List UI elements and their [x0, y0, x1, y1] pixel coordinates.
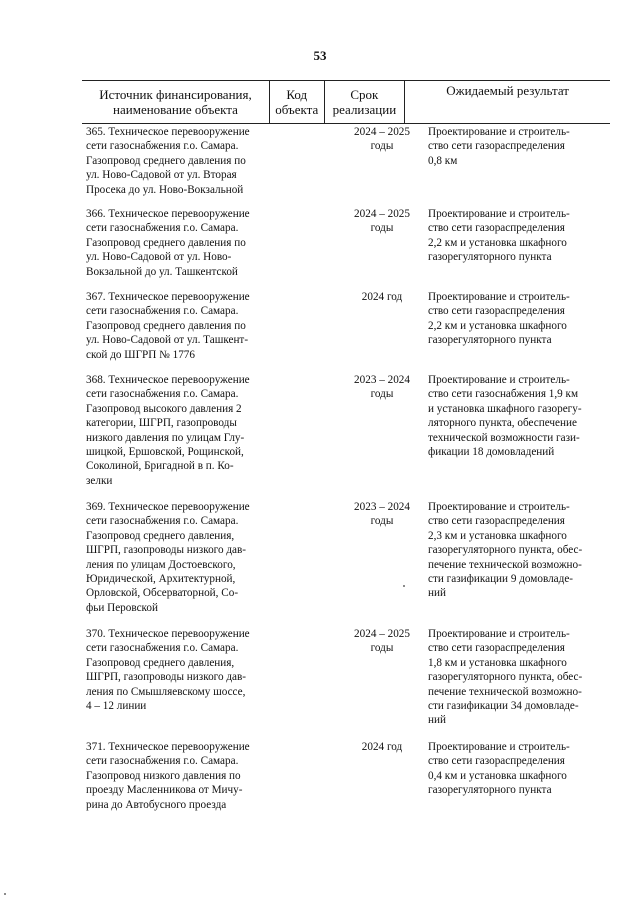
- source-line: ШГРП, газопроводы низкого дав-: [86, 544, 247, 557]
- result-line: Проектирование и строитель-: [428, 501, 570, 513]
- result-line: 2,3 км и установка шкафного: [428, 529, 567, 542]
- source-line: сети газоснабжения г.о. Самара.: [86, 305, 239, 318]
- source-line: ления по улицам Достоевского,: [86, 558, 236, 571]
- term-line: 2024 год: [361, 291, 403, 303]
- result-line: ний: [428, 714, 446, 727]
- source-line: сети газоснабжения г.о. Самара.: [86, 515, 239, 528]
- result-line: 0,8 км: [428, 154, 458, 167]
- result-line: технической возможности гази-: [428, 431, 580, 444]
- source-line: Газопровод среднего давления по: [86, 319, 246, 332]
- result-line: Проектирование и строитель-: [428, 291, 570, 303]
- term-cell: [344, 207, 420, 236]
- result-line: Проектирование и строитель-: [428, 208, 570, 220]
- source-line: шицкой, Ершовской, Рощинской,: [86, 446, 244, 459]
- result-line: сти газификации 34 домовладе-: [428, 700, 579, 713]
- result-cell: [428, 373, 606, 459]
- term-line: 2023 – 2024: [354, 374, 410, 386]
- term-line: годы: [370, 515, 394, 528]
- term-cell: [344, 500, 420, 529]
- header-term: [325, 81, 406, 123]
- source-line: сети газоснабжения г.о. Самара.: [86, 642, 239, 655]
- source-line: Соколиной, Бригадной в п. Ко-: [86, 460, 234, 473]
- result-line: 2,2 км и установка шкафного: [428, 319, 567, 332]
- result-line: Проектирование и строитель-: [428, 374, 570, 386]
- source-line: 371. Техническое перевооружение: [86, 741, 250, 753]
- result-cell: [428, 627, 606, 728]
- source-cell: [86, 207, 268, 279]
- term-line: 2024 – 2025: [354, 208, 410, 220]
- result-line: ство сети газораспределения: [428, 642, 565, 655]
- source-line: ул. Ново-Садовой от ул. Ново-: [86, 251, 232, 264]
- source-line: 367. Техническое перевооружение: [86, 291, 250, 303]
- result-line: газорегуляторного пункта: [428, 334, 552, 347]
- result-cell: [428, 740, 606, 798]
- result-line: ство сети газораспределения: [428, 222, 565, 235]
- result-line: Проектирование и строитель-: [428, 628, 570, 640]
- result-line: газорегуляторного пункта: [428, 251, 552, 264]
- source-line: рина до Автобусного проезда: [86, 798, 227, 811]
- source-line: 4 – 12 линии: [86, 700, 147, 713]
- source-cell: [86, 373, 268, 488]
- source-cell: [86, 500, 268, 615]
- source-line: Вокзальной до ул. Ташкентской: [86, 265, 238, 278]
- result-line: газорегуляторного пункта, обес-: [428, 671, 583, 684]
- source-line: ул. Ново-Садовой от ул. Ташкент-: [86, 334, 249, 347]
- term-cell: [344, 290, 420, 304]
- source-line: ской до ШГРП № 1776: [86, 348, 195, 361]
- result-line: ство сети газораспределения: [428, 140, 565, 153]
- term-cell: [344, 740, 420, 754]
- header-code-line: Код: [286, 87, 308, 102]
- result-cell: [428, 125, 606, 168]
- source-line: сети газоснабжения г.о. Самара.: [86, 140, 239, 153]
- source-line: 366. Техническое перевооружение: [86, 208, 250, 220]
- header-term-line: Срок: [350, 87, 379, 102]
- term-line: годы: [370, 140, 394, 153]
- result-line: печение технической возможно-: [428, 685, 582, 698]
- term-line: 2024 – 2025: [354, 628, 410, 640]
- header-code-line: объекта: [275, 102, 319, 117]
- header-source-line: наименование объекта: [113, 102, 238, 117]
- term-line: годы: [370, 642, 394, 655]
- term-cell: [344, 125, 420, 154]
- source-line: ул. Ново-Садовой от ул. Вторая: [86, 169, 237, 182]
- term-cell: [344, 627, 420, 656]
- result-line: 1,8 км и установка шкафного: [428, 656, 567, 669]
- source-line: 365. Техническое перевооружение: [86, 126, 250, 138]
- source-cell: [86, 740, 268, 812]
- source-line: фьи Перовской: [86, 601, 158, 614]
- header-code: [270, 81, 325, 123]
- result-line: газорегуляторного пункта, обес-: [428, 544, 583, 557]
- term-cell: [344, 373, 420, 402]
- source-line: Орловской, Обсерваторной, Со-: [86, 587, 239, 600]
- header-source: [82, 81, 270, 123]
- source-line: сети газоснабжения г.о. Самара.: [86, 388, 239, 401]
- term-line: годы: [370, 222, 394, 235]
- source-line: категории, ШГРП, газопроводы: [86, 417, 237, 430]
- source-line: Газопровод среднего давления,: [86, 529, 235, 542]
- source-line: Газопровод среднего давления по: [86, 236, 246, 249]
- result-line: ство сети газораспределения: [428, 305, 565, 318]
- source-line: Просека до ул. Ново-Вокзальной: [86, 183, 244, 196]
- source-cell: [86, 125, 268, 197]
- source-line: сети газоснабжения г.о. Самара.: [86, 755, 239, 768]
- result-line: и установка шкафного газорегу-: [428, 402, 582, 415]
- source-cell: [86, 290, 268, 362]
- result-cell: [428, 500, 606, 601]
- result-line: 2,2 км и установка шкафного: [428, 236, 567, 249]
- result-line: печение технической возможно-: [428, 558, 582, 571]
- source-line: проезду Масленникова от Мичу-: [86, 784, 243, 797]
- source-line: Газопровод среднего давления по: [86, 154, 246, 167]
- scan-speck: [403, 585, 405, 587]
- source-cell: [86, 627, 268, 713]
- source-line: Газопровод низкого давления по: [86, 769, 241, 782]
- result-line: Проектирование и строитель-: [428, 126, 570, 138]
- source-line: Газопровод среднего давления,: [86, 656, 235, 669]
- term-line: 2023 – 2024: [354, 501, 410, 513]
- result-line: ляторного пункта, обеспечение: [428, 417, 577, 430]
- result-line: фикации 18 домовладений: [428, 446, 555, 459]
- result-line: ство сети газораспределения: [428, 755, 565, 768]
- header-source-line: Источник финансирования,: [99, 87, 252, 102]
- header-term-line: реализации: [332, 102, 397, 117]
- result-line: Проектирование и строитель-: [428, 741, 570, 753]
- result-cell: [428, 290, 606, 348]
- page-number: 53: [313, 48, 327, 63]
- result-line: ство сети газораспределения: [428, 515, 565, 528]
- header-result: [405, 81, 610, 123]
- source-line: ШГРП, газопроводы низкого дав-: [86, 671, 247, 684]
- source-line: 370. Техническое перевооружение: [86, 628, 250, 640]
- term-line: 2024 год: [361, 741, 403, 753]
- result-cell: [428, 207, 606, 265]
- table-header: [82, 80, 610, 124]
- result-line: газорегуляторного пункта: [428, 784, 552, 797]
- header-result-line: Ожидаемый результат: [446, 83, 569, 98]
- result-line: сти газификации 9 домовладе-: [428, 573, 574, 586]
- result-line: 0,4 км и установка шкафного: [428, 769, 567, 782]
- scan-speck: [4, 893, 6, 895]
- source-line: зелки: [86, 474, 113, 487]
- source-line: Газопровод высокого давления 2: [86, 402, 242, 415]
- source-line: Юридической, Архитектурной,: [86, 573, 236, 586]
- term-line: 2024 – 2025: [354, 126, 410, 138]
- term-line: годы: [370, 388, 394, 401]
- source-line: низкого давления по улицам Глу-: [86, 431, 245, 444]
- result-line: ство сети газоснабжения 1,9 км: [428, 388, 579, 401]
- source-line: сети газоснабжения г.о. Самара.: [86, 222, 239, 235]
- source-line: 369. Техническое перевооружение: [86, 501, 250, 513]
- source-line: 368. Техническое перевооружение: [86, 374, 250, 386]
- source-line: ления по Смышляевскому шоссе,: [86, 685, 246, 698]
- result-line: ний: [428, 587, 446, 600]
